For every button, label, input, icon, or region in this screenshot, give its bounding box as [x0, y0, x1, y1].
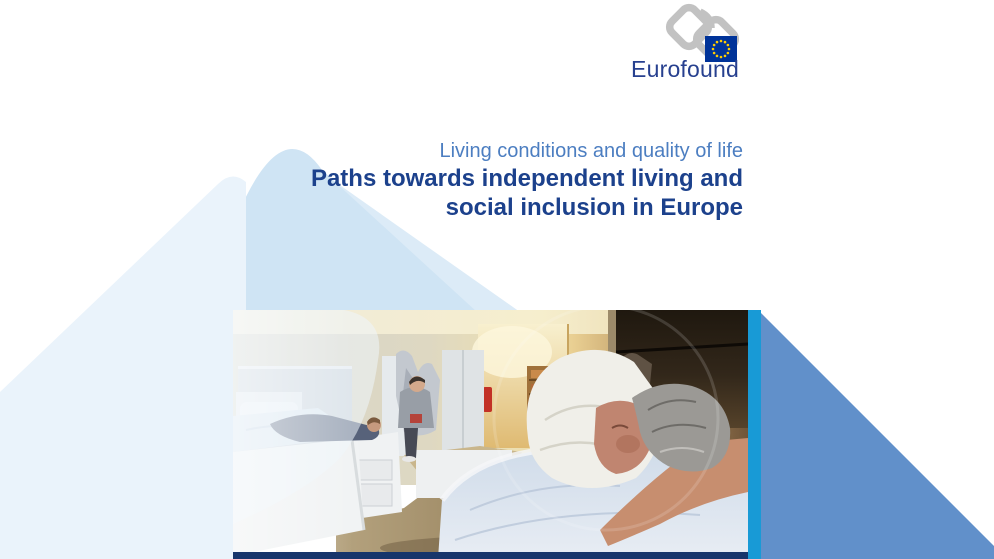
footer-bar	[233, 552, 748, 559]
title-line-2: social inclusion in Europe	[445, 194, 743, 221]
page-title	[311, 164, 743, 222]
accent-stripe	[748, 310, 761, 559]
fire-extinguisher	[483, 387, 492, 412]
cover-photo	[233, 306, 748, 559]
right-triangle	[761, 313, 994, 559]
series-label: Living conditions and quality of life	[439, 140, 743, 162]
left-triangle	[0, 176, 246, 559]
brand-wordmark: Eurofound	[631, 56, 739, 82]
title-line-1: Paths towards independent living and	[310, 165, 743, 192]
